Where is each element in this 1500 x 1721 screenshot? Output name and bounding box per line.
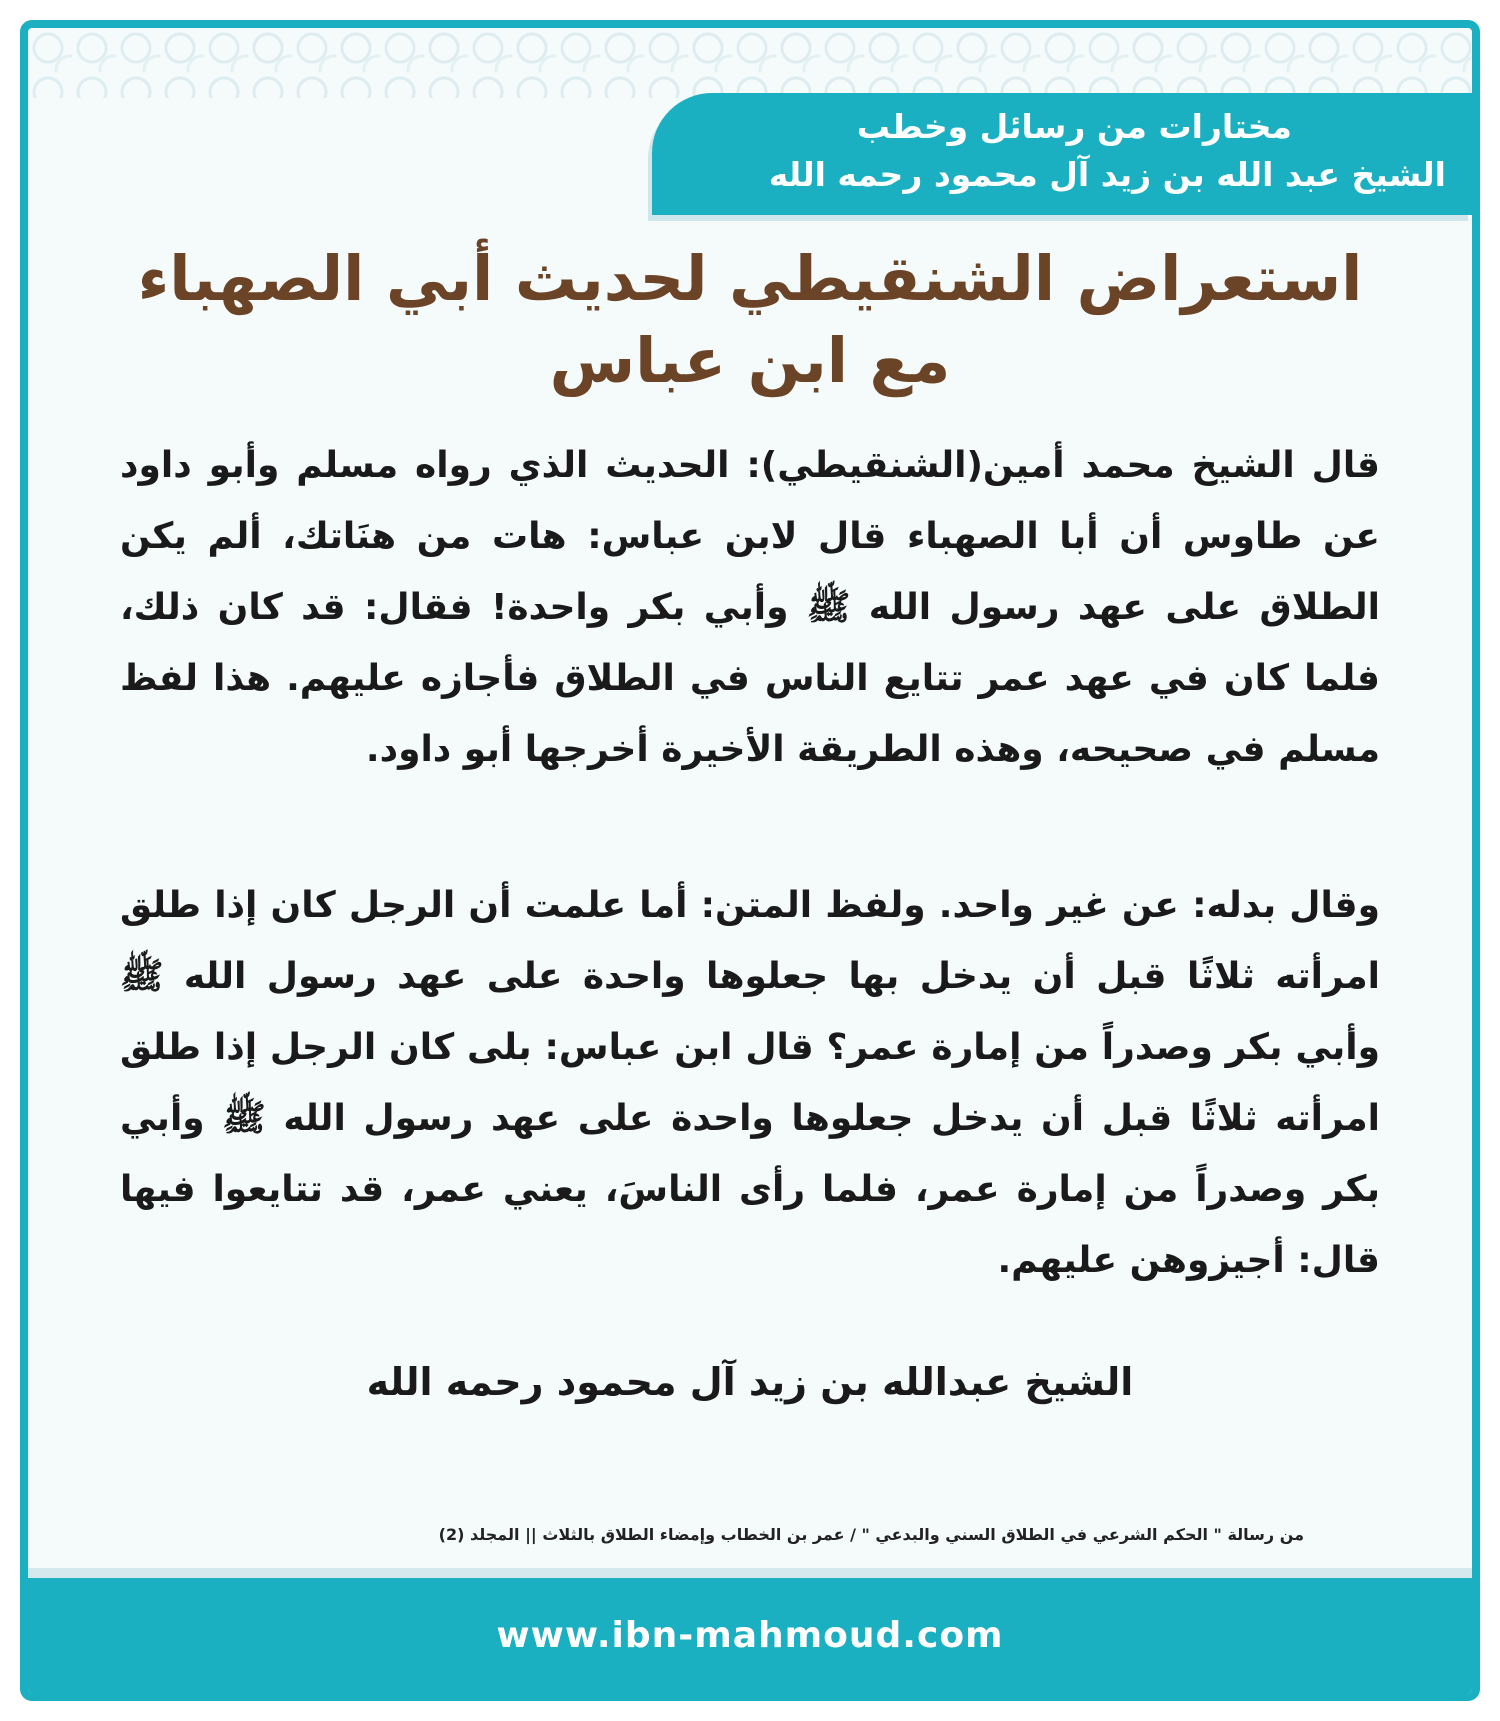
decorative-pattern bbox=[28, 28, 1472, 98]
footer-bar bbox=[28, 1578, 1472, 1693]
article-title: استعراض الشنقيطي لحديث أبي الصهباء مع ابن عباس bbox=[137, 242, 1363, 397]
paragraph-1: قال الشيخ محمد أمين(الشنقيطي): الحديث الذي رواه مسلم وأبو داود عن طاوس أن أبا الصهباء قال لابن عباس: هات من هنَاتك، ألم يكن الطلاق على عهد رسول الله ﷺ وأبي بكر واحدة! فقال: قد كان ذلك، فلما كان في عهد عمر تتايع الناس في الطلاق فأجازه عليهم. هذا لفظ مسلم في صحيحه، وهذه الطريقة الأخيرة أخرجها أبو داود. bbox=[120, 445, 1380, 770]
header-series-title: مختارات من رسائل وخطب bbox=[856, 107, 1292, 146]
header-banner bbox=[652, 93, 1472, 215]
card-frame bbox=[20, 20, 1480, 1701]
header-author-name: الشيخ عبد الله بن زيد آل محمود رحمه الله bbox=[768, 155, 1446, 194]
footer-divider bbox=[28, 1568, 1472, 1578]
paragraph-2: وقال بدله: عن غير واحد. ولفظ المتن: أما علمت أن الرجل كان إذا طلق امرأته ثلاثًا قبل أن يدخل بها جعلوها واحدة على عهد رسول الله ﷺ وأبي بكر وصدراً من إمارة عمر؟ قال ابن عباس: بلى كان الرجل إذا طلق امرأته ثلاثًا قبل أن يدخل جعلوها واحدة على عهد رسول الله ﷺ وأبي بكر وصدراً من إمارة عمر، فلما رأى الناسَ، يعني عمر، قد تتايعوا فيها قال: أجيزوهن عليهم. bbox=[120, 885, 1380, 1281]
source-citation: من رسالة " الحكم الشرعي في الطلاق السني والبدعي " / عمر بن الخطاب وإمضاء الطلاق بالثلاث || المجلد (2) bbox=[438, 1525, 1304, 1544]
author-signature: الشيخ عبدالله بن زيد آل محمود رحمه الله bbox=[366, 1360, 1134, 1404]
website-link[interactable]: www.ibn-mahmoud.com bbox=[496, 1615, 1004, 1656]
